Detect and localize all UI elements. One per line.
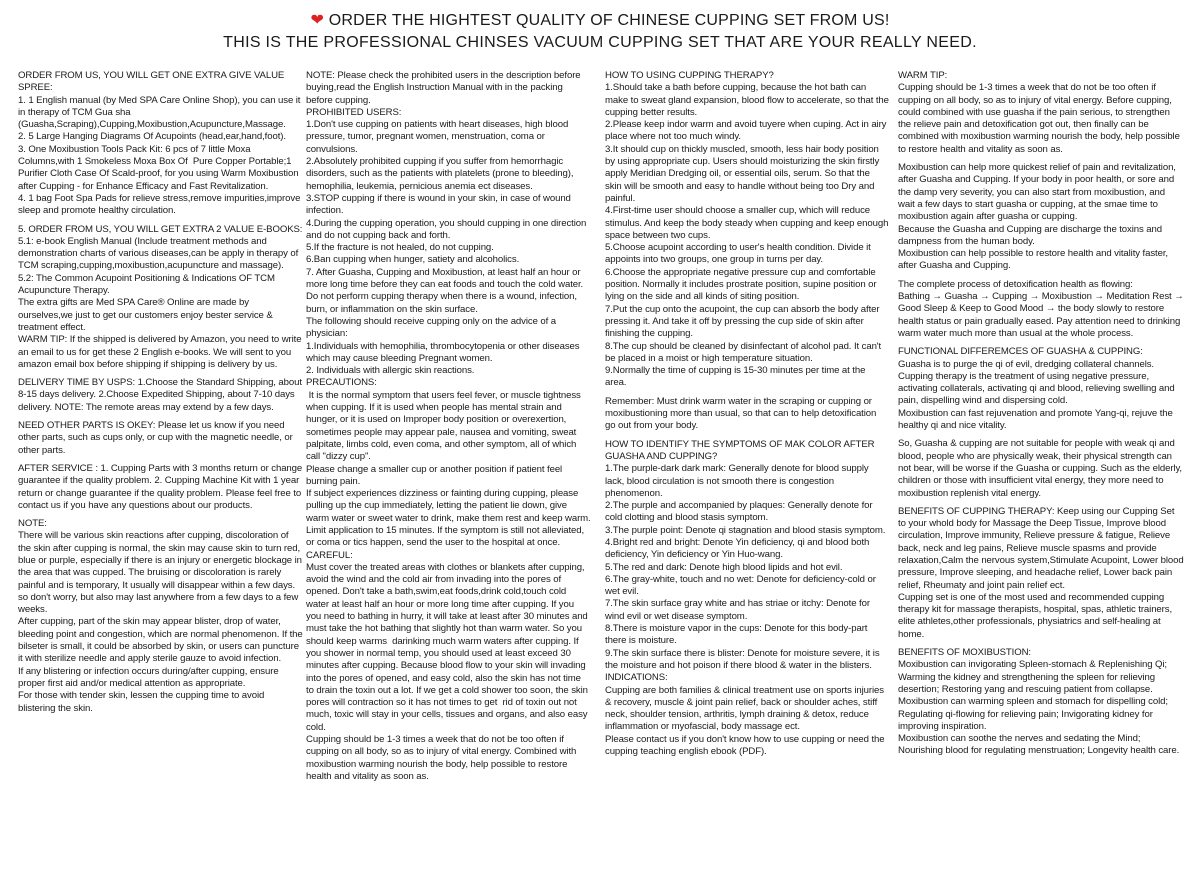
gift-section: ORDER FROM US, YOU WILL GET ONE EXTRA GIVE VALUE SPREE: 1. 1 English manual (by Med SPA Care Online Shop), you can use it in therapy of TCM Gua sha (Guasha,Scraping),Cupping,Moxibustion,Acupuncture,Massage. 2. 5 Large Hanging Diagrams Of Acupoints (head,ear,hand,foot). 3. One Moxibustion Tools Pack Kit: 6 pcs of 7 little Moxa Columns,with 1 Smokeless Moxa Box Of Pure Copper Portable;1 Purifier Cloth Case Of Scald-proof, for you using Warm Moxibustion after Cupping - for Enhance Efficacy and Fast Revitalization. 4. 1 bag Foot Spa Pads for relieve stress,remove impurities,improve sleep and promote healthy circulation. [18,70,301,217]
benefits-moxibustion-section: BENEFITS OF MOXIBUSTION: Moxibustion can invigorating Spleen-stomach & Replenishing Qi; Warming the kidney and strengthening the spleen for relieving desertion; Restoring yang and rescuing patient from collapse. Moxibustion can warming spleen and stomach for dispelling cold; Regulating qi-flowing for relieving pain; Invigorating kidney for improving inspiration. Moxibustion can soothe the nerves and sedating the Mind; Nourishing blood for regulating menstruation; Longevity health care. [898,647,1180,757]
ebooks-section: 5. ORDER FROM US, YOU WILL GET EXTRA 2 VALUE E-BOOKS: 5.1: e-book English Manual (Include treatment methods and demonstration charts of various diseases,can be apply in therapy of TCM scraping,cupping,moxibustion,acupuncture and massage). 5.2: The Common Acupoint Positioning & Indications OF TCM Acupuncture Therapy. The extra gifts are Med SPA Care® Online are made by ourselves,we just to get our customers enjoy bester service & treatment effect. WARM TIP: If the shipped is delivered by Amazon, you need to write an email to us for get these 2 English e-books. We will sent to you amazon email box before shipping if shipping is delivery by us. [18,223,303,370]
column-1 [18,70,304,721]
not-suitable-section: So, Guasha & cupping are not suitable for people with weak qi and blood, people who are physically weak, their physical strength can not bear, will be worse if the Guasha or cupping. Such as the elderly, children or those with insufficient vital energy, they more need to moxibustion replenish vital energy. [898,438,1185,499]
how-to-use-section: HOW TO USING CUPPING THERAPY? 1.Should take a bath before cupping, because the hot bath can make to sweat gland expansion, blood flow to accelerate, so that the cupping better results. 2.Please keep indor warm and avoid tuyere when cuping. Act in airy place where not too much windy. 3.It should cup on thickly muscled, smooth, less hair body position by using appropriate cup. Users should moisturizing the skin firstly apply Meridian Dredging oil, or essential oils, serum. So that the skin will be smooth and easy to handle without being too Dry and painful. 4.First-time user should choose a smaller cup, which will reduce stimulus. And keep the body steady when cupping and keep enough space between two cups. 5.Choose acupoint according to user's health condition. Divide it appoints into two groups, one group in turns per day. 6.Choose the appropriate negative pressure cup and comfortable position. Normally it includes prostrate position, supine position or lying on the side and all kinds of siting position. 7.Put the cup onto the acupoint, the cup can absorb the body after pressing it. And take it off by pressing the cup side of skin after finishing the cupping. 8.The cup should be cleaned by disinfectant of alcohol pad. It can't be placed in a moist or high temperature situation. 9.Normally the time of cupping is 15-30 minutes per time at the area. [605,70,889,389]
prohibited-precautions-section: NOTE: Please check the prohibited users in the description before buying,read the English Instruction Manual with in the packing before cupping. PROHIBITED USERS: 1.Don't use cupping on patients with heart diseases, high blood pressure, tumor, pregnant women, menstruation, coma or convulsions. 2.Absolutely prohibited cupping if you suffer from hemorrhagic disorders, such as the patients with platelets (prone to bleeding), hemophilia, leukemia, pernicious anemia ect diseases. 3.STOP cupping if there is wound in your skin, in case of wound infection. 4.During the cupping operation, you should cupping in one direction and do not cupping back and forth. 5.If the fracture is not healed, do not cupping. 6.Ban cupping when hunger, satiety and alcoholics. 7. After Guasha, Cupping and Moxibustion, at least half an hour or more long time before they can eat foods and touch the cold water. Do not perform cupping therapy when there is a wound, infection, burn, or inflammation on the skin surface. The following should receive cupping only on the advice of a physician: 1.Individuals with hemophilia, thrombocytopenia or other diseases which may cause bleeding Pregnant women. 2. Individuals with allergic skin reactions. PRECAUTIONS: It is the normal symptom that users feel fever, or muscle tightness when cupping. If it is used when people has mental strain and hunger, or it is used on Improper body position or overexertion, sometimes people may appear pale, nausea and vomiting, sweat palpitate, limbs cold, even coma, and other symptom, all of which call "dizzy cup". Please change a smaller cup or another position if patient feel burning pain. If subject experiences dizziness or fainting during cupping, please pulling up the cup immediately, letting the patient lie down, give warm water or sweet water to drink, make them rest and keep warm. Limit application to 15 minutes. If the symptom is still not alleviated, or coma or tics happen, send the user to the hospital at once. CAREFUL: Must cover the treated areas with clothes or blankets after cupping, avoid the wind and the cold air from invading into the pores of opened. Don't take a bath,swim,eat foods,drink cold,touch cold water at least half an hour or more long time after cupping. If you you need to bathing in hurry, it will take at least after 30 minutes and must take the hot bathing that slightly hot than warm water. So you should keep warms darinking much warm waters after cupping. If you shower in normal temp, you should used at least exceed 30 minutes after cupping. Because blood flow to your skin will invading into the pores of opened, and easy cold, also the skin has not time to drain the toxin out a lot. If we get a cold shower too soon, the skin pores will contraction so it has not times to get rid of toxin out not much, toxic will stay in your cells, tissues and organs, and also easy cold. Cupping should be 1-3 times a week that do not be too often if cupping on all body, so as to injury of vital energy. Combined with moxibustion warming nourish the body, help possible to restore health and vitality as soon as. [306,70,591,782]
column-3 [605,70,889,764]
warm-tip-section: WARM TIP: Cupping should be 1-3 times a week that do not be too often if cupping on all body, so as to injury of vital energy. Before cupping, could combined with use guasha if the pain serious, to strengthen the relieve pain and detoxification got out, then finally can be combined with moxibustion warming nourish the body, help possible to restore health and vitality as soon as. [898,70,1180,155]
column-4 [898,70,1184,764]
header-title: ORDER THE HIGHTEST QUALITY OF CHINESE CUPPING SET FROM US! [328,12,890,29]
note-section: NOTE: There will be various skin reactions after cupping, discoloration of the skin after cupping is normal, the skin may cause skin to turn red, blue or purple, especially if there is an injury or energetic blockage in the area that was cupped. The bruising or discoloration is rarely painful and is temporary, It usually will disappear within a few days. so don't worry, but also may last anywhere from a few days to a few weeks. After cupping, part of the skin may appear blister, drop of water, bleeding point and congestion, which are normal phenomenon. If the bilseter is small, it could be absorbed by skin, or users can puncture it with sterilize needle and apply sterile gauze to avoid infection. If any blistering or infection occurs during/after cupping, ensure proper first aid and/or medical attention as appropriate. For those with tender skin, lessen the cupping time to avoid blistering the skin. [18,518,303,714]
page-header [0,10,1200,54]
delivery-section: DELIVERY TIME BY USPS: 1.Choose the Standard Shipping, about 8-15 days delivery. 2.Choose Expedited Shipping, about 7-10 days delivery. NOTE: The remote areas may extend by a few days. [18,377,305,413]
header-subtitle: THIS IS THE PROFESSIONAL CHINSES VACUUM CUPPING SET THAT ARE YOUR REALLY NEED. [223,34,977,51]
detox-process-section: The complete process of detoxification health as flowing: Bathing → Guasha → Cupping → Moxibustion → Meditation Rest → Good Sleep & Keep to Good Mood → the body slowly to restore health status or pain gradually eased. Pay attention need to drinking warm water much more than usual at the whole process. [898,278,1184,339]
after-service-section: AFTER SERVICE : 1. Cupping Parts with 3 months return or change guarantee if the quality problem. 2. Cupping Machine Kit with 1 year return or change guarantee if the quality problem. Please feel free to contact us if you have any questions about our products. [18,462,305,511]
functional-differences-section: FUNCTIONAL DIFFEREMCES OF GUASHA & CUPPING: Guasha is to purge the qi of evil, dredging collateral channels. Cupping therapy is the treatment of using negative pressure, activating collaterals, activating qi and blood, relieving swelling and pain, dispelling wind and dispersing cold. Moxibustion can fast rejuvenation and promote Yang-qi, rejuve the healthy qi and nice vitality. [898,346,1175,432]
moxibustion-relief-section: Moxibustion can help more quickest relief of pain and revitalization, after Guasha and Cupping. If your body in poor health, or sore and the damp very severity, you can also start from moxibustion, and wait a few days to start guasha or cupping, at the smae time to moxibustion again after guasha or cupping. Because the Guasha and Cupping are discharge the toxins and dampness from the human body. Moxibustion can help possible to restore health and vitality faster, after Guasha and Cupping. [898,162,1176,272]
benefits-cupping-section: BENEFITS OF CUPPING THERAPY: Keep using our Cupping Set to your whold body for Massage the Deep Tissue, Improve blood circulation, Improve immunity, Relieve pressure & fatigue, Relieve back, neck and leg pains, Relieve muscle spasms and provide relaxation,Calm the nervous system,Stimulate Acupoint, Lower blood pressure, Improve sleeping, and headache relief, Lower back pain relief, Rheumaty and joint pain relief ect. Cupping set is one of the most used and recommended cupping therapy kit for massage therapists, hospital, spas, athletic trainers, elite athletes,other professionals, physiatrics and self-healing at home. [898,505,1184,640]
heart-icon: ❤ [310,12,325,29]
symptoms-indications-section: HOW TO IDENTIFY THE SYMPTOMS OF MAK COLOR AFTER GUASHA AND CUPPING? 1.The purple-dark dark mark: Generally denote for blood supply lack, blood circulation is not smooth there is congestion phenomenon. 2.The purple and accompanied by plaques: Generally denote for cold clotting and blood stasis symptom. 3.The purple point: Denote qi stagnation and blood stasis symptom. 4.Bright red and bright: Denote Yin deficiency, qi and blood both deficiency, Yin deficiency or Yin Huo-wang. 5.The red and dark: Denote high blood lipids and hot evil. 6.The gray-white, touch and no wet: Denote for deficiency-cold or wet evil. 7.The skin surface gray white and has striae or itchy: Denote for wind evil or wet disease symptom. 8.There is moisture vapor in the cups: Denote for this body-part there is moisture. 9.The skin surface there is blister: Denote for moisture severe, it is the moisture and hot poison if there blood & water in the blisters. INDICATIONS: Cupping are both families & clinical treatment use on sports injuries & recovery, muscle & joint pain relief, back or shoulder aches, stiff neck, shoulder tension, arthritis, lymph draining & detox, reduce inflammation or myofascial, body massage ect. Please contact us if you don't know how to use cupping or need the cupping teaching english ebook (PDF). [605,438,886,758]
other-parts-section: NEED OTHER PARTS IS OKEY: Please let us know if you need other parts, such as cups only, or cup with the magnetic needle, or other parts. [18,420,296,456]
remember-section: Remember: Must drink warm water in the scraping or cupping or moxibustioning more than usual, so that can to help detoxification go out from your body. [605,395,879,432]
column-2 [306,70,591,789]
